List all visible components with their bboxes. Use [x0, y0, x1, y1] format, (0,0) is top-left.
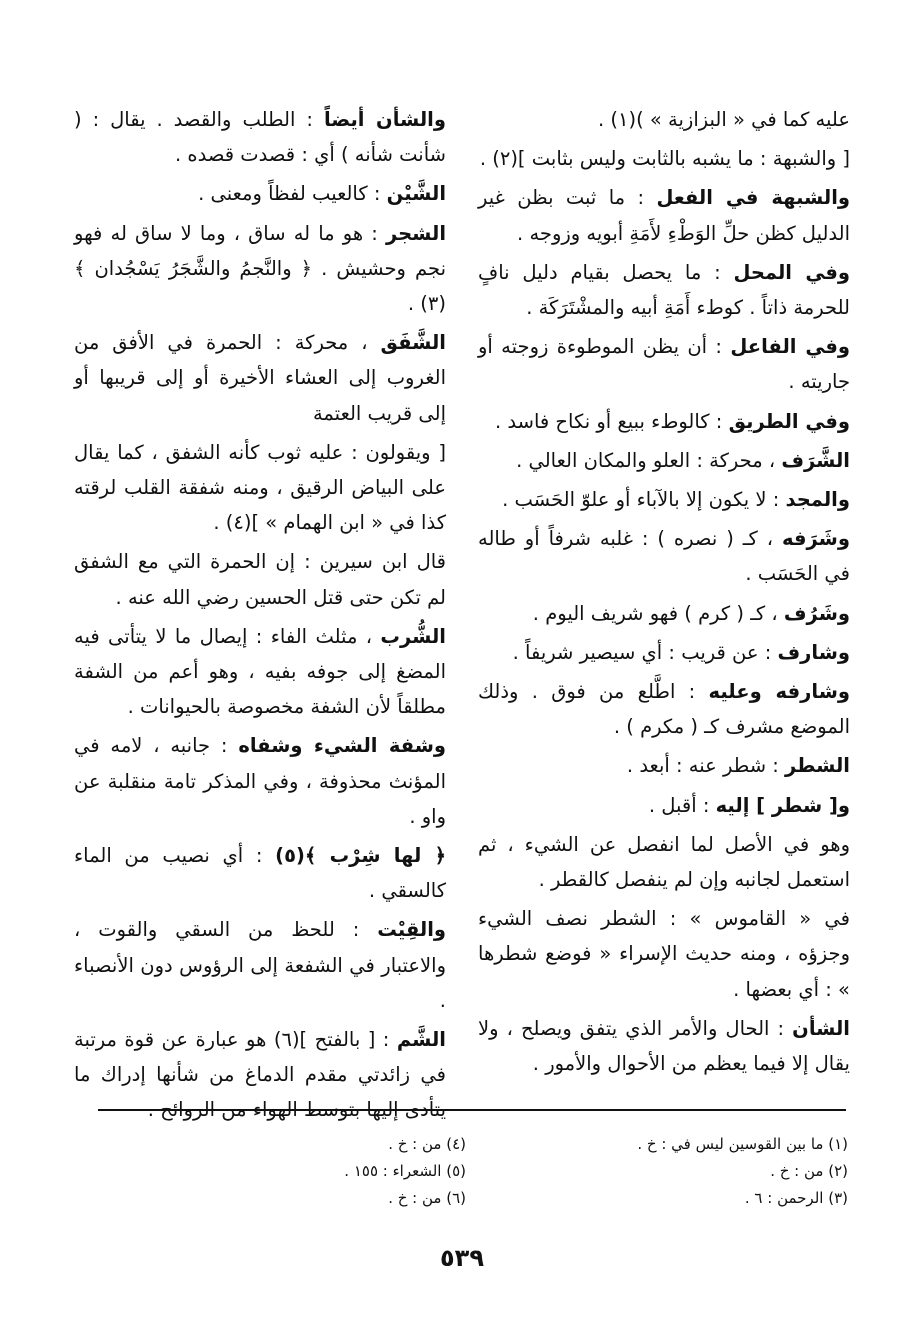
- entry-text: ، كـ ( نصره ) : غلبه شرفاً أو طاله في الحَسَب .: [478, 527, 850, 586]
- footnote: (٢) من : خ .: [770, 1162, 848, 1180]
- entry-text: ، محركة : العلو والمكان العالي .: [516, 448, 776, 472]
- entry-text: عليه كما في « البزازية » )(١) .: [598, 108, 850, 131]
- entry-text: : شطر عنه : أبعد .: [626, 754, 779, 778]
- dictionary-entry: [478, 635, 850, 670]
- entry-text: : أن يظن الموطوءة زوجته أو جاريته .: [478, 335, 850, 394]
- footnote: (٥) الشعراء : ١٥٥ .: [344, 1162, 466, 1180]
- entry-headword: وفي المحل: [733, 260, 850, 284]
- dictionary-entry: [478, 521, 850, 591]
- entry-headword: الشطر: [785, 754, 850, 778]
- dictionary-entry: [478, 788, 850, 823]
- footnote: (٣) الرحمن : ٦ .: [744, 1189, 848, 1207]
- dictionary-entry: [478, 674, 850, 744]
- entry-text: : الطلب والقصد . يقال : ( شأنت شأنه ) أي : قصدت قصده .: [74, 108, 446, 167]
- footnote: (٦) من : خ .: [388, 1189, 466, 1207]
- entry-text: : ما يحصل بقيام دليل نافٍ للحرمة ذاتاً . كوطء أَمَةِ أبيه والمشْتَرَكَة .: [478, 260, 850, 320]
- entry-headword: ﴿ لها شِرْب ﴾(٥): [275, 844, 447, 868]
- dictionary-entry: [478, 102, 850, 137]
- entry-headword: الشُّرب: [380, 624, 446, 648]
- entry-headword: وشَرُف: [783, 601, 850, 625]
- dictionary-entry: [74, 912, 446, 1018]
- entry-text: : أي نصيب من الماء كالسقي .: [74, 844, 446, 903]
- entry-headword: وفي الطريق: [728, 409, 850, 433]
- dictionary-entry: [478, 482, 850, 517]
- entry-headword: والشبهة في الفعل: [656, 186, 850, 210]
- dictionary-entry: [74, 619, 446, 725]
- entry-text: ، مثلث الفاء : إيصال ما لا يتأتى فيه المضغ إلى جوفه بفيه ، وهو أعم من الشفة مطلقاً لأن الشفة مخصوصة بالحيوانات .: [74, 624, 446, 719]
- left-column: [74, 102, 446, 1132]
- dictionary-entry: [74, 435, 446, 541]
- entry-text: وهو في الأصل لما انفصل عن الشيء ، ثم استعمل لجانبه وإن لم ينفصل كالقطر .: [478, 832, 850, 892]
- entry-text: : كالوطء ببيع أو نكاح فاسد .: [494, 409, 723, 433]
- page-number: ٥٣٩: [440, 1244, 484, 1272]
- entry-headword: وشارفه وعليه: [708, 680, 850, 704]
- dictionary-entry: [478, 255, 850, 325]
- right-column: [478, 102, 850, 1085]
- entry-headword: والقِيْت: [377, 918, 446, 942]
- entry-text: : للحظ من السقي والقوت ، والاعتبار في الشفعة إلى الرؤوس دون الأنصباء .: [74, 918, 446, 1012]
- dictionary-entry: [478, 1011, 850, 1081]
- dictionary-entry: [74, 176, 446, 211]
- entry-text: ، محركة : الحمرة في الأفق من الغروب إلى العشاء الأخيرة أو إلى قريبها أو إلى قريب العتمة: [74, 331, 446, 425]
- entry-text: في « القاموس » : الشطر نصف الشيء وجزؤه ، ومنه حديث الإسراء « فوضع شطرها » : أي بعضها .: [478, 907, 850, 1001]
- entry-headword: وشَرَفه: [781, 527, 850, 551]
- entry-text: : هو ما له ساق ، وما لا ساق له فهو نجم وحشيش . ﴿ والنَّجمُ والشَّجَرُ يَسْجُدان ﴾(٣) .: [74, 221, 446, 316]
- entry-text: ، كـ ( كرم ) فهو شريف اليوم .: [532, 601, 778, 625]
- entry-headword: وشارف: [777, 640, 850, 664]
- entry-headword: والمجد: [785, 488, 850, 512]
- entry-text: : كالعيب لفظاً ومعنى .: [198, 182, 381, 206]
- entry-text: : لا يكون إلا بالآباء أو علوّ الحَسَب .: [502, 488, 780, 512]
- entry-text: : [ بالفتح ](٦) هو عبارة عن قوة مرتبة في زائدتي مقدم الدماغ من شأنها إدراك ما يتأدى إليها بتوسط الهواء من الروائح .: [74, 1028, 446, 1122]
- footnotes-right: [488, 1131, 848, 1212]
- footnote: (٤) من : خ .: [388, 1135, 466, 1153]
- footnotes-left: [106, 1131, 466, 1212]
- footnote: (١) ما بين القوسين ليس في : خ .: [637, 1135, 848, 1153]
- entry-headword: الشأن: [792, 1016, 850, 1040]
- entry-headword: الشَّفَق: [380, 331, 446, 355]
- dictionary-entry: [74, 728, 446, 834]
- entry-text: : الحال والأمر الذي يتفق ويصلح ، ولا يقال إلا فيما يعظم من الأحوال والأمور .: [478, 1016, 850, 1076]
- dictionary-entry: [478, 404, 850, 439]
- entry-text: [ ويقولون : عليه ثوب كأنه الشفق ، كما يقال على البياض الرقيق ، ومنه شفقة القلب لرقته كذا في « ابن الهمام » ](٤) .: [74, 440, 446, 535]
- dictionary-entry: [74, 102, 446, 172]
- entry-text: : اطَّلع من فوق . وذلك الموضع مشرف كـ ( مكرم ) .: [478, 680, 850, 739]
- entry-text: : جانبه ، لامه في المؤنث محذوفة ، وفي المذكر تامة منقلبة عن واو .: [74, 734, 446, 828]
- dictionary-entry: [478, 748, 850, 783]
- entry-text: [ والشبهة : ما يشبه بالثابت وليس بثابت ](٢) .: [479, 147, 850, 171]
- entry-headword: وفي الفاعل: [730, 335, 850, 359]
- entry-text: : ما ثبت بظن غير الدليل كظن حلِّ الوَطْءِ لأَمَةِ أبويه وزوجه .: [478, 186, 850, 245]
- entry-headword: الشَّيْن: [386, 182, 446, 206]
- dictionary-entry: [478, 443, 850, 478]
- entry-headword: الشَّرَف: [781, 448, 850, 472]
- dictionary-entry: [478, 827, 850, 897]
- entry-text: قال ابن سيرين : إن الحمرة التي مع الشفق لم تكن حتى قتل الحسين رضي الله عنه .: [74, 550, 446, 609]
- footnote-divider: [98, 1109, 846, 1111]
- dictionary-entry: [74, 1022, 446, 1128]
- entry-text: : أقبل .: [648, 793, 710, 817]
- dictionary-entry: [478, 180, 850, 250]
- dictionary-entry: [478, 596, 850, 631]
- entry-text: : عن قريب : أي سيصير شريفاً .: [512, 640, 772, 664]
- dictionary-entry: [74, 216, 446, 322]
- entry-headword: الشَّم: [396, 1028, 446, 1052]
- dictionary-entry: [74, 838, 446, 908]
- entry-headword: الشجر: [385, 221, 447, 245]
- entry-headword: والشأن أيضاً: [323, 108, 446, 131]
- dictionary-entry: [478, 329, 850, 399]
- dictionary-entry: [74, 325, 446, 431]
- entry-headword: وشفة الشيء وشفاه: [238, 734, 447, 758]
- dictionary-entry: [478, 901, 850, 1007]
- dictionary-entry: [478, 141, 850, 176]
- dictionary-entry: [74, 544, 446, 614]
- entry-headword: و[ شطر ] إليه: [715, 793, 850, 817]
